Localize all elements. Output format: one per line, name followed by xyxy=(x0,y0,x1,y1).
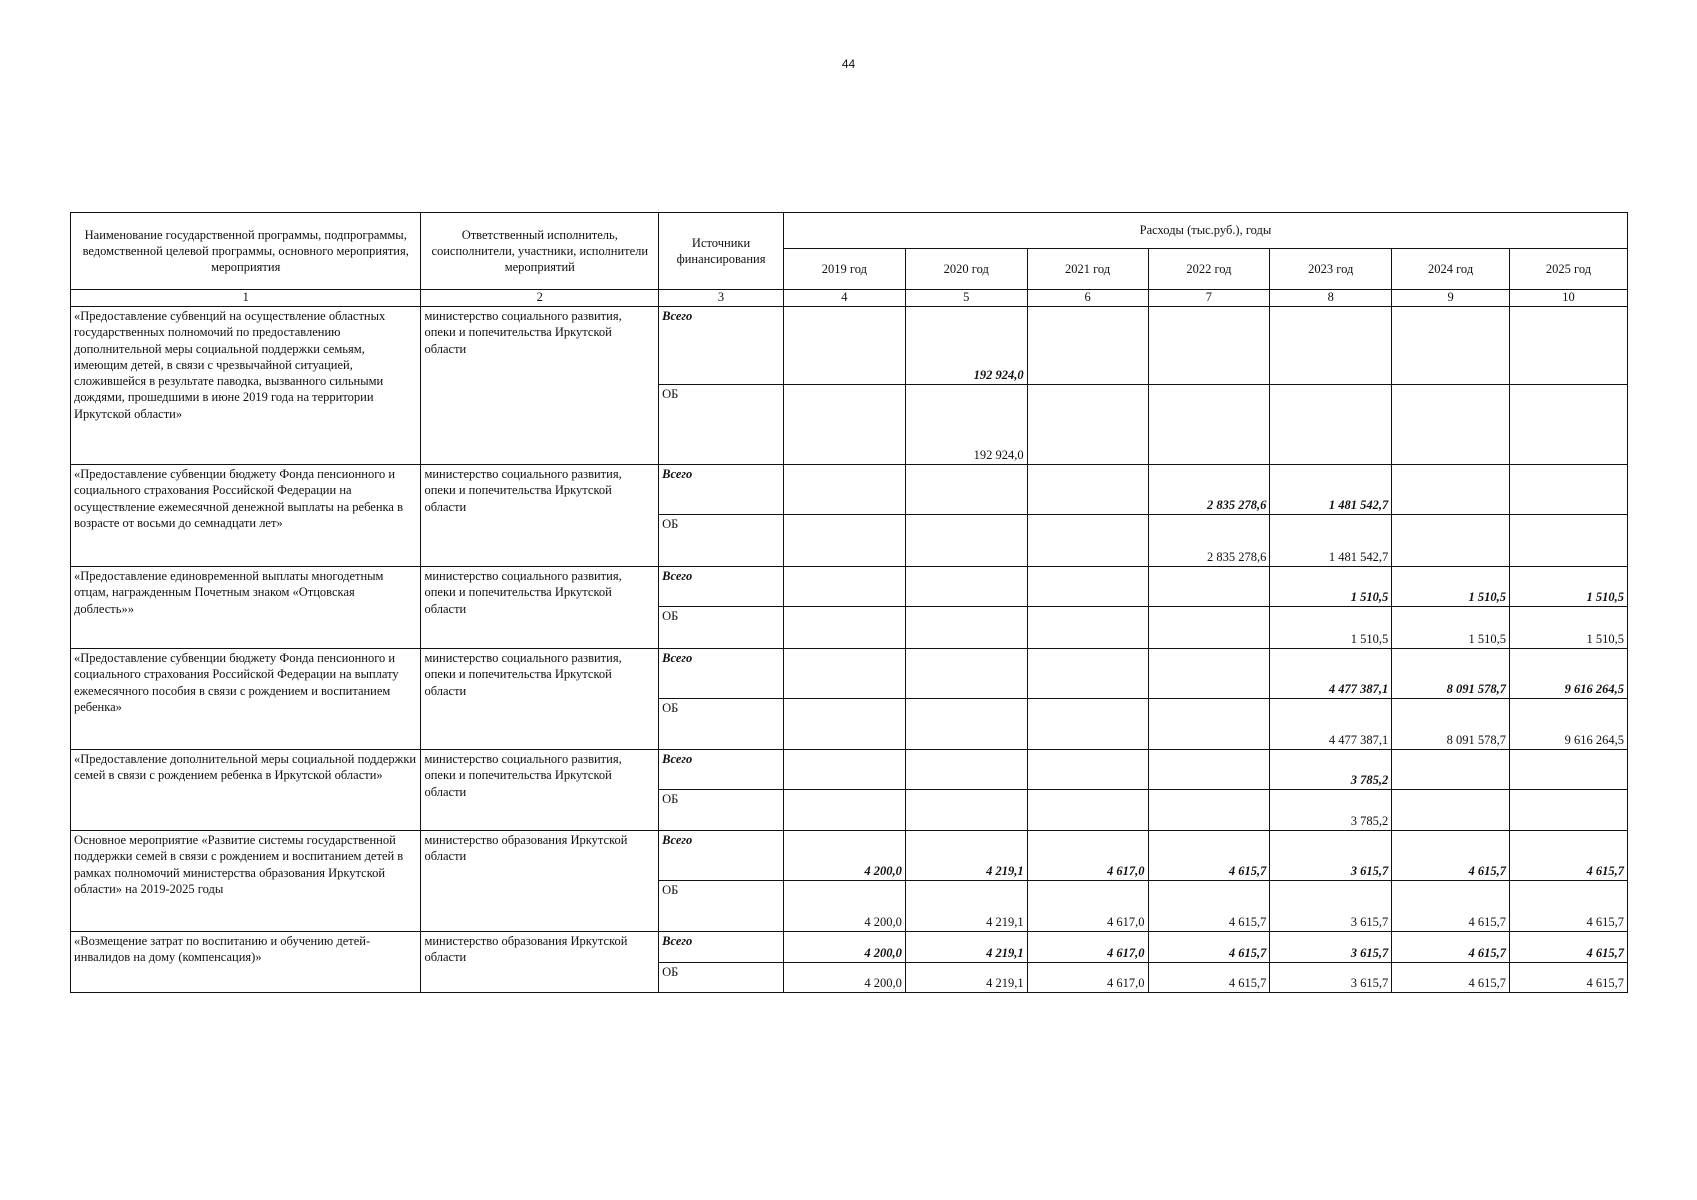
expense-value xyxy=(783,515,905,567)
expense-value xyxy=(1148,699,1270,750)
expense-value xyxy=(783,607,905,649)
expense-value: 4 615,7 xyxy=(1392,881,1510,932)
measure-name: «Предоставление субвенции бюджету Фонда пенсионного и социального страхования Российской Федерации на выплату ежемесячного пособия в связи с рождением и воспитанием ребенка» xyxy=(71,649,421,750)
funding-source: Всего xyxy=(659,649,784,699)
expense-value xyxy=(1148,750,1270,790)
funding-source: ОБ xyxy=(659,607,784,649)
expense-value xyxy=(1392,307,1510,385)
funding-source: ОБ xyxy=(659,699,784,750)
expense-value: 1 481 542,7 xyxy=(1270,465,1392,515)
funding-source: ОБ xyxy=(659,515,784,567)
column-number: 7 xyxy=(1148,290,1270,307)
header-expenses: Расходы (тыс.руб.), годы xyxy=(783,213,1627,249)
expense-value: 1 481 542,7 xyxy=(1270,515,1392,567)
expense-value xyxy=(1027,567,1148,607)
expense-value xyxy=(1027,607,1148,649)
expense-value: 4 617,0 xyxy=(1027,963,1148,993)
expense-value: 4 615,7 xyxy=(1148,932,1270,963)
column-number: 3 xyxy=(659,290,784,307)
expense-value xyxy=(905,567,1027,607)
expense-value xyxy=(1148,567,1270,607)
expense-value: 192 924,0 xyxy=(905,307,1027,385)
measure-name: «Предоставление единовременной выплаты многодетным отцам, награжденным Почетным знаком «Отцовская доблесть»» xyxy=(71,567,421,649)
expense-value: 2 835 278,6 xyxy=(1148,465,1270,515)
executor: министерство социального развития, опеки и попечительства Иркутской области xyxy=(421,567,659,649)
expense-value xyxy=(905,750,1027,790)
expense-value: 3 615,7 xyxy=(1270,963,1392,993)
expense-value: 1 510,5 xyxy=(1392,607,1510,649)
funding-source: Всего xyxy=(659,831,784,881)
expense-value xyxy=(1027,699,1148,750)
column-number: 6 xyxy=(1027,290,1148,307)
expense-value xyxy=(1392,515,1510,567)
expense-value: 1 510,5 xyxy=(1270,567,1392,607)
expense-value xyxy=(1027,515,1148,567)
expense-value: 1 510,5 xyxy=(1510,607,1628,649)
expense-value xyxy=(1027,465,1148,515)
expense-value: 1 510,5 xyxy=(1510,567,1628,607)
funding-source: Всего xyxy=(659,567,784,607)
expense-value: 4 615,7 xyxy=(1148,881,1270,932)
expense-value: 2 835 278,6 xyxy=(1148,515,1270,567)
measure-name: «Предоставление дополнительной меры социальной поддержки семей в связи с рождением ребенка в Иркутской области» xyxy=(71,750,421,831)
expense-value xyxy=(1270,385,1392,465)
expense-value xyxy=(1027,750,1148,790)
expense-value xyxy=(783,750,905,790)
header-year: 2020 год xyxy=(905,249,1027,290)
budget-table xyxy=(70,212,1628,993)
expense-value: 3 785,2 xyxy=(1270,750,1392,790)
measure-name: «Возмещение затрат по воспитанию и обучению детей-инвалидов на дому (компенсация)» xyxy=(71,932,421,993)
expense-value xyxy=(1510,465,1628,515)
expense-value: 4 615,7 xyxy=(1148,831,1270,881)
expense-value: 3 785,2 xyxy=(1270,790,1392,831)
column-number: 5 xyxy=(905,290,1027,307)
expense-value: 4 219,1 xyxy=(905,932,1027,963)
expense-value: 8 091 578,7 xyxy=(1392,649,1510,699)
funding-source: ОБ xyxy=(659,790,784,831)
expense-value: 4 477 387,1 xyxy=(1270,699,1392,750)
expense-value xyxy=(1392,385,1510,465)
expense-value xyxy=(905,515,1027,567)
expense-value xyxy=(1148,649,1270,699)
funding-source: Всего xyxy=(659,465,784,515)
expense-value xyxy=(1392,790,1510,831)
column-number: 8 xyxy=(1270,290,1392,307)
expense-value: 4 219,1 xyxy=(905,881,1027,932)
expense-value xyxy=(1027,790,1148,831)
expense-value: 9 616 264,5 xyxy=(1510,699,1628,750)
funding-source: Всего xyxy=(659,932,784,963)
expense-value: 3 615,7 xyxy=(1270,881,1392,932)
expense-value: 1 510,5 xyxy=(1270,607,1392,649)
header-year: 2019 год xyxy=(783,249,905,290)
expense-value xyxy=(1027,307,1148,385)
table-row xyxy=(71,465,1628,515)
expense-value: 4 200,0 xyxy=(783,881,905,932)
expense-value: 192 924,0 xyxy=(905,385,1027,465)
table-row xyxy=(71,750,1628,790)
expense-value: 3 615,7 xyxy=(1270,831,1392,881)
expense-value: 4 617,0 xyxy=(1027,881,1148,932)
header-year: 2024 год xyxy=(1392,249,1510,290)
header-executor: Ответственный исполнитель, соисполнители, участники, исполнители мероприятий xyxy=(421,213,659,290)
funding-source: ОБ xyxy=(659,963,784,993)
executor: министерство социального развития, опеки и попечительства Иркутской области xyxy=(421,649,659,750)
expense-value xyxy=(1392,750,1510,790)
expense-value xyxy=(1510,790,1628,831)
expense-value xyxy=(1510,515,1628,567)
expense-value: 4 219,1 xyxy=(905,963,1027,993)
expense-value xyxy=(905,607,1027,649)
header-name: Наименование государственной программы, подпрограммы, ведомственной целевой программы, основного мероприятия, мероприятия xyxy=(71,213,421,290)
measure-name: «Предоставление субвенции бюджету Фонда пенсионного и социального страхования Российской Федерации на осуществление ежемесячной денежной выплаты на ребенка в возрасте от восьми до семнадцати лет» xyxy=(71,465,421,567)
expense-value xyxy=(1027,649,1148,699)
expense-value xyxy=(783,699,905,750)
expense-value: 4 477 387,1 xyxy=(1270,649,1392,699)
expense-value xyxy=(1027,385,1148,465)
executor: министерство образования Иркутской области xyxy=(421,932,659,993)
funding-source: ОБ xyxy=(659,881,784,932)
funding-source: Всего xyxy=(659,307,784,385)
header-year: 2023 год xyxy=(1270,249,1392,290)
funding-source: Всего xyxy=(659,750,784,790)
expense-value xyxy=(1148,385,1270,465)
expense-value xyxy=(783,465,905,515)
expense-value: 4 615,7 xyxy=(1392,963,1510,993)
header-source: Источники финансирования xyxy=(659,213,784,290)
expense-value: 4 615,7 xyxy=(1510,831,1628,881)
header-year: 2022 год xyxy=(1148,249,1270,290)
expense-value xyxy=(783,307,905,385)
expense-value: 4 615,7 xyxy=(1510,932,1628,963)
expense-value xyxy=(783,649,905,699)
executor: министерство социального развития, опеки и попечительства Иркутской области xyxy=(421,307,659,465)
executor: министерство образования Иркутской области xyxy=(421,831,659,932)
header-year: 2025 год xyxy=(1510,249,1628,290)
funding-source: ОБ xyxy=(659,385,784,465)
expense-value xyxy=(783,385,905,465)
expense-value xyxy=(1510,385,1628,465)
expense-value: 1 510,5 xyxy=(1392,567,1510,607)
expense-value xyxy=(1392,465,1510,515)
table-row xyxy=(71,831,1628,881)
expense-value xyxy=(1148,607,1270,649)
column-number: 1 xyxy=(71,290,421,307)
measure-name: Основное мероприятие «Развитие системы государственной поддержки семей в связи с рождением и воспитанием детей в рамках полномочий министерства образования Иркутской области» на 2019-2025 годы xyxy=(71,831,421,932)
expense-value: 4 219,1 xyxy=(905,831,1027,881)
header-year: 2021 год xyxy=(1027,249,1148,290)
column-number: 2 xyxy=(421,290,659,307)
expense-value: 4 617,0 xyxy=(1027,932,1148,963)
executor: министерство социального развития, опеки и попечительства Иркутской области xyxy=(421,750,659,831)
expense-value xyxy=(1510,750,1628,790)
expense-value xyxy=(1148,790,1270,831)
expense-value xyxy=(905,649,1027,699)
executor: министерство социального развития, опеки и попечительства Иркутской области xyxy=(421,465,659,567)
page-number: 44 xyxy=(841,57,856,71)
expense-value: 4 615,7 xyxy=(1148,963,1270,993)
expense-value xyxy=(905,699,1027,750)
expense-value: 9 616 264,5 xyxy=(1510,649,1628,699)
column-number: 4 xyxy=(783,290,905,307)
column-number: 10 xyxy=(1510,290,1628,307)
expense-value xyxy=(1510,307,1628,385)
expense-value xyxy=(783,567,905,607)
expense-value xyxy=(783,790,905,831)
expense-value: 3 615,7 xyxy=(1270,932,1392,963)
expense-value: 4 200,0 xyxy=(783,932,905,963)
expense-value xyxy=(905,465,1027,515)
column-number: 9 xyxy=(1392,290,1510,307)
table-row xyxy=(71,567,1628,607)
expense-value: 4 615,7 xyxy=(1510,963,1628,993)
expense-value: 8 091 578,7 xyxy=(1392,699,1510,750)
expense-value: 4 200,0 xyxy=(783,831,905,881)
table-row xyxy=(71,932,1628,963)
expense-value: 4 615,7 xyxy=(1392,831,1510,881)
expense-value: 4 615,7 xyxy=(1510,881,1628,932)
expense-value: 4 200,0 xyxy=(783,963,905,993)
table-row xyxy=(71,307,1628,385)
measure-name: «Предоставление субвенций на осуществление областных государственных полномочий по предоставлению дополнительной меры социальной поддержки семьям, имеющим детей, в связи с чрезвычайной ситуацией, сложившейся в результате паводка, вызванного сильными дождями, прошедшими в июне 2019 года на территории Иркутской области» xyxy=(71,307,421,465)
expense-value xyxy=(905,790,1027,831)
expense-value: 4 617,0 xyxy=(1027,831,1148,881)
expense-value: 4 615,7 xyxy=(1392,932,1510,963)
expense-value xyxy=(1270,307,1392,385)
table-row xyxy=(71,649,1628,699)
expense-value xyxy=(1148,307,1270,385)
